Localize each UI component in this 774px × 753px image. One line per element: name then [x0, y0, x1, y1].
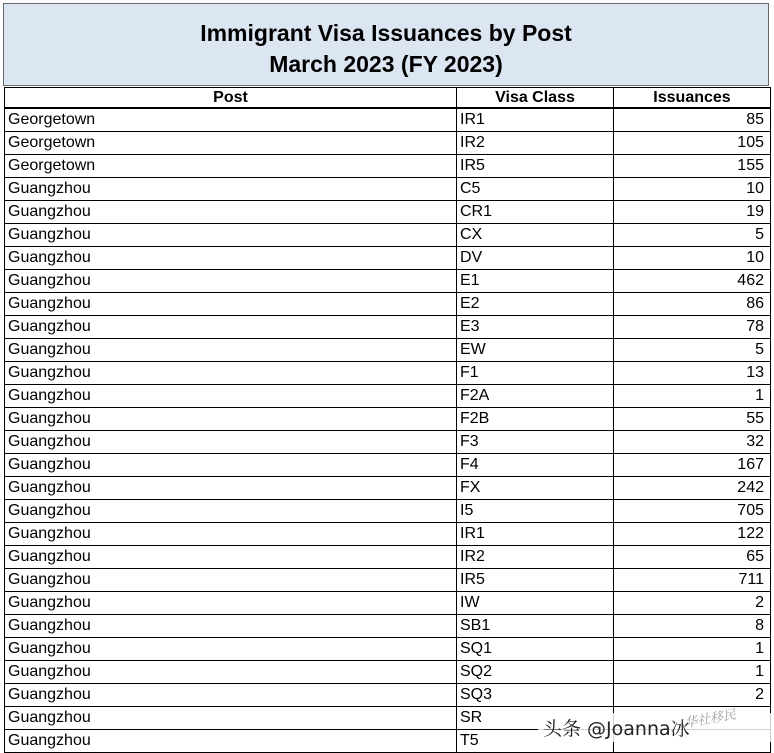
cell-visa-class: CX: [457, 224, 614, 247]
cell-visa-class: CR1: [457, 201, 614, 224]
column-header-visa-class: Visa Class: [457, 88, 614, 109]
watermark-text: 头条 @Joanna冰: [543, 718, 690, 740]
cell-visa-class: SQ2: [457, 661, 614, 684]
table-row: [5, 316, 771, 339]
cell-post: Georgetown: [5, 132, 457, 155]
cell-visa-class: E2: [457, 293, 614, 316]
cell-visa-class: FX: [457, 477, 614, 500]
cell-issuances: 65: [614, 546, 771, 569]
cell-issuances: 1: [614, 638, 771, 661]
table-row: [5, 477, 771, 500]
table-row: [5, 661, 771, 684]
table-row: [5, 339, 771, 362]
column-header-issuances: Issuances: [614, 88, 771, 109]
table-row: [5, 523, 771, 546]
cell-issuances: 711: [614, 569, 771, 592]
cell-post: Guangzhou: [5, 661, 457, 684]
table-row: [5, 108, 771, 132]
cell-issuances: 13: [614, 362, 771, 385]
cell-visa-class: T5: [457, 730, 614, 753]
cell-issuances: 85: [614, 108, 771, 132]
table-row: [5, 500, 771, 523]
table-row: [5, 569, 771, 592]
cell-issuances: 155: [614, 155, 771, 178]
cell-issuances: 86: [614, 293, 771, 316]
cell-post: Guangzhou: [5, 385, 457, 408]
cell-issuances: 167: [614, 454, 771, 477]
cell-visa-class: E3: [457, 316, 614, 339]
report-header: [3, 3, 769, 86]
cell-post: Guangzhou: [5, 201, 457, 224]
cell-visa-class: F2A: [457, 385, 614, 408]
table-row: [5, 592, 771, 615]
table-row: [5, 178, 771, 201]
table-row: [5, 270, 771, 293]
cell-post: Guangzhou: [5, 339, 457, 362]
cell-visa-class: DV: [457, 247, 614, 270]
table-header-row: [5, 88, 771, 109]
cell-visa-class: SR: [457, 707, 614, 730]
cell-issuances: 105: [614, 132, 771, 155]
cell-visa-class: I5: [457, 500, 614, 523]
cell-visa-class: IR1: [457, 523, 614, 546]
cell-post: Guangzhou: [5, 638, 457, 661]
cell-post: Guangzhou: [5, 431, 457, 454]
cell-post: Georgetown: [5, 155, 457, 178]
cell-visa-class: SQ1: [457, 638, 614, 661]
cell-issuances: 1: [614, 385, 771, 408]
cell-issuances: 10: [614, 178, 771, 201]
cell-post: Guangzhou: [5, 523, 457, 546]
cell-post: Guangzhou: [5, 408, 457, 431]
cell-visa-class: SB1: [457, 615, 614, 638]
cell-visa-class: EW: [457, 339, 614, 362]
table-row: [5, 684, 771, 707]
cell-post: Guangzhou: [5, 592, 457, 615]
watermark-logo: 华社移民: [683, 707, 738, 732]
table-row: [5, 454, 771, 477]
cell-visa-class: SQ3: [457, 684, 614, 707]
cell-post: Guangzhou: [5, 454, 457, 477]
table-row: [5, 431, 771, 454]
table-row: [5, 638, 771, 661]
cell-visa-class: F3: [457, 431, 614, 454]
cell-post: Guangzhou: [5, 270, 457, 293]
table-row: [5, 155, 771, 178]
report-period: March 2023 (FY 2023): [269, 51, 503, 77]
table-row: [5, 247, 771, 270]
cell-issuances: 122: [614, 523, 771, 546]
cell-post: Guangzhou: [5, 178, 457, 201]
cell-issuances: 1: [614, 661, 771, 684]
cell-issuances: 5: [614, 224, 771, 247]
cell-issuances: 55: [614, 408, 771, 431]
cell-issuances: 5: [614, 339, 771, 362]
cell-post: Guangzhou: [5, 293, 457, 316]
table-row: [5, 224, 771, 247]
report-title: Immigrant Visa Issuances by Post: [200, 20, 572, 46]
table-row: [5, 201, 771, 224]
cell-issuances: 8: [614, 615, 771, 638]
cell-post: Guangzhou: [5, 569, 457, 592]
cell-post: Guangzhou: [5, 546, 457, 569]
table-row: [5, 385, 771, 408]
cell-visa-class: F4: [457, 454, 614, 477]
cell-issuances: 19: [614, 201, 771, 224]
cell-issuances: 2: [614, 592, 771, 615]
table-row: [5, 546, 771, 569]
cell-post: Guangzhou: [5, 316, 457, 339]
cell-visa-class: IR1: [457, 108, 614, 132]
cell-issuances: 705: [614, 500, 771, 523]
cell-post: Guangzhou: [5, 707, 457, 730]
cell-post: Guangzhou: [5, 684, 457, 707]
cell-visa-class: C5: [457, 178, 614, 201]
column-header-post: Post: [5, 88, 457, 109]
cell-post: Guangzhou: [5, 224, 457, 247]
cell-post: Guangzhou: [5, 730, 457, 753]
cell-visa-class: F1: [457, 362, 614, 385]
table-row: [5, 408, 771, 431]
cell-post: Georgetown: [5, 108, 457, 132]
table-body: [5, 108, 771, 753]
cell-issuances: 10: [614, 247, 771, 270]
cell-visa-class: E1: [457, 270, 614, 293]
issuance-table: [4, 87, 771, 753]
cell-visa-class: IW: [457, 592, 614, 615]
table-row: [5, 362, 771, 385]
cell-post: Guangzhou: [5, 477, 457, 500]
cell-issuances: 462: [614, 270, 771, 293]
table-row: [5, 615, 771, 638]
cell-post: Guangzhou: [5, 615, 457, 638]
cell-visa-class: IR5: [457, 569, 614, 592]
cell-post: Guangzhou: [5, 500, 457, 523]
table-row: [5, 132, 771, 155]
cell-issuances: 78: [614, 316, 771, 339]
cell-issuances: 32: [614, 431, 771, 454]
cell-visa-class: IR5: [457, 155, 614, 178]
cell-visa-class: IR2: [457, 132, 614, 155]
cell-issuances: 242: [614, 477, 771, 500]
cell-post: Guangzhou: [5, 362, 457, 385]
cell-post: Guangzhou: [5, 247, 457, 270]
cell-visa-class: F2B: [457, 408, 614, 431]
cell-visa-class: IR2: [457, 546, 614, 569]
cell-issuances: 2: [614, 684, 771, 707]
table-row: [5, 293, 771, 316]
